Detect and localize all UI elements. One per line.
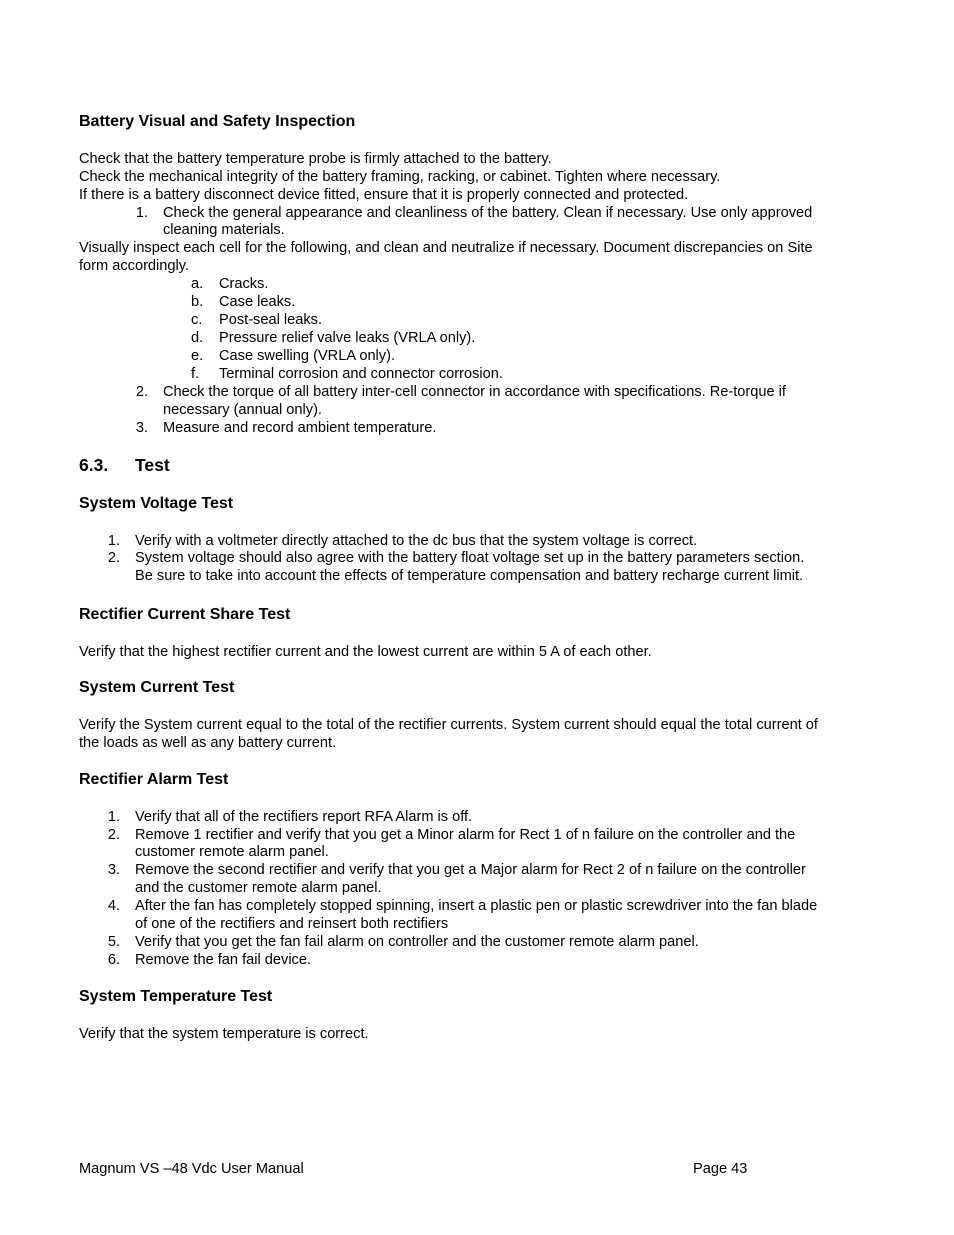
battery-step-1-number: 1. bbox=[135, 205, 148, 221]
alarm-item-line: After the fan has completely stopped spinning, insert a plastic pen or plastic screwdriver into the fan blade bbox=[135, 898, 818, 914]
subitem-letter: b. bbox=[191, 294, 204, 310]
footer-manual-title: Magnum VS –48 Vdc User Manual bbox=[79, 1161, 304, 1177]
battery-line-1: Check that the battery temperature probe is firmly attached to the battery. bbox=[79, 151, 552, 167]
battery-step-2-number: 2. bbox=[135, 384, 148, 400]
temperature-heading: System Temperature Test bbox=[79, 988, 273, 1005]
visual-inspect-line-1: Visually inspect each cell for the following, and clean and neutralize if necessary. Document discrepancies on Site bbox=[79, 240, 813, 256]
current-line-1: Verify the System current equal to the total of the rectifier currents. System current should equal the total current of bbox=[79, 717, 818, 733]
temperature-text: Verify that the system temperature is correct. bbox=[79, 1026, 369, 1042]
voltage-item-line: Verify with a voltmeter directly attached to the dc bus that the system voltage is correct. bbox=[135, 533, 698, 549]
section-title: Test bbox=[135, 455, 170, 475]
subitem-text: Case swelling (VRLA only). bbox=[219, 348, 396, 364]
battery-step-2-line-2: necessary (annual only). bbox=[163, 402, 322, 418]
battery-step-1-line-2: cleaning materials. bbox=[163, 222, 285, 238]
section-number: 6.3. bbox=[79, 455, 109, 475]
subitem-text: Post-seal leaks. bbox=[219, 312, 323, 328]
alarm-item-line: of one of the rectifiers and reinsert both rectifiers bbox=[135, 916, 449, 932]
subitem-text: Cracks. bbox=[219, 276, 269, 292]
alarm-item-line: Verify that all of the rectifiers report RFA Alarm is off. bbox=[135, 809, 473, 825]
subitem-text: Case leaks. bbox=[219, 294, 296, 310]
alarm-heading: Rectifier Alarm Test bbox=[79, 771, 229, 788]
battery-line-2: Check the mechanical integrity of the battery framing, racking, or cabinet. Tighten where necessary. bbox=[79, 169, 721, 185]
subitem-text: Pressure relief valve leaks (VRLA only). bbox=[219, 330, 476, 346]
alarm-item-line: Remove the second rectifier and verify that you get a Major alarm for Rect 2 of n failure on the controller bbox=[135, 862, 806, 878]
battery-step-2-line-1: Check the torque of all battery inter-cell connector in accordance with specifications. Re-torque if bbox=[163, 384, 786, 400]
voltage-item-number: 2. bbox=[107, 550, 120, 566]
alarm-item-number: 2. bbox=[107, 827, 120, 843]
battery-step-3-number: 3. bbox=[135, 420, 148, 436]
battery-step-1-line-1: Check the general appearance and cleanliness of the battery. Clean if necessary. Use only approved bbox=[163, 205, 813, 221]
current-line-2: the loads as well as any battery current. bbox=[79, 735, 337, 751]
voltage-item-line: System voltage should also agree with the battery float voltage set up in the battery parameters section. bbox=[135, 550, 805, 566]
voltage-item-line: Be sure to take into account the effects of temperature compensation and battery recharge current limit. bbox=[135, 568, 804, 584]
battery-heading: Battery Visual and Safety Inspection bbox=[79, 113, 356, 130]
alarm-item-line: Verify that you get the fan fail alarm on controller and the customer remote alarm panel. bbox=[135, 934, 699, 950]
battery-line-3: If there is a battery disconnect device fitted, ensure that it is properly connected and protected. bbox=[79, 187, 689, 203]
alarm-item-line: and the customer remote alarm panel. bbox=[135, 880, 382, 896]
alarm-item-line: Remove 1 rectifier and verify that you get a Minor alarm for Rect 1 of n failure on the controller and the bbox=[135, 827, 796, 843]
voltage-heading: System Voltage Test bbox=[79, 495, 234, 512]
alarm-item-number: 3. bbox=[107, 862, 120, 878]
alarm-item-number: 6. bbox=[107, 952, 120, 968]
subitem-text: Terminal corrosion and connector corrosion. bbox=[219, 366, 503, 382]
subitem-letter: a. bbox=[191, 276, 204, 292]
current-heading: System Current Test bbox=[79, 679, 235, 696]
footer-page-number: Page 43 bbox=[693, 1161, 748, 1177]
alarm-item-number: 1. bbox=[107, 809, 120, 825]
visual-inspect-line-2: form accordingly. bbox=[79, 258, 190, 274]
subitem-letter: d. bbox=[191, 330, 204, 346]
subitem-letter: c. bbox=[191, 312, 203, 328]
subitem-letter: f. bbox=[191, 366, 200, 382]
alarm-item-number: 5. bbox=[107, 934, 120, 950]
subitem-letter: e. bbox=[191, 348, 204, 364]
alarm-item-line: customer remote alarm panel. bbox=[135, 844, 329, 860]
voltage-item-number: 1. bbox=[107, 533, 120, 549]
alarm-item-number: 4. bbox=[107, 898, 120, 914]
alarm-item-line: Remove the fan fail device. bbox=[135, 952, 312, 968]
battery-step-3-line-1: Measure and record ambient temperature. bbox=[163, 420, 437, 436]
share-text: Verify that the highest rectifier current and the lowest current are within 5 A of each other. bbox=[79, 644, 652, 660]
share-heading: Rectifier Current Share Test bbox=[79, 606, 291, 623]
